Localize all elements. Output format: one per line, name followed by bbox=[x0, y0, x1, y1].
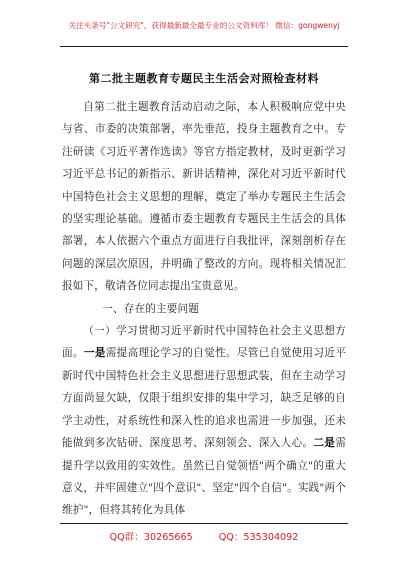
section-heading: 一、存在的主要问题 bbox=[102, 302, 199, 315]
point2-label: 二是 bbox=[313, 437, 336, 450]
footer-qq: QQ：535304092 bbox=[218, 532, 299, 543]
document-title: 第二批主题教育专题民主生活会对照检查材料 bbox=[89, 72, 319, 85]
footer-contact bbox=[0, 529, 408, 543]
header-banner: 关注头条号"公文研究"，获得最新最全最专业的公文资料库！ 微信：gongwenyj bbox=[68, 21, 340, 30]
point2-text: 需提升学以致用的实效性。虽然已自觉领悟"两个确立"的重大意义，并牢固建立"四个意识"、坚定"四个自信"。实践"两个维护"，但将其转化为具体 bbox=[62, 437, 346, 517]
point1-label: 一是 bbox=[83, 347, 106, 360]
subsection-intro: （一）学习贯彻习近平新时代中国特色社会主义思想方面。 bbox=[62, 325, 346, 360]
point1-text: 需提高理论学习的自觉性。尽管已自觉使用习近平新时代中国特色社会主义思想进行思想武装，但在主动学习方面尚显欠缺，仅限于组织安排的集中学习，缺乏足够的自学主动性，对系统性和深入性的追求也需进一步加强，还未能做到多次钻研、深度思考、深刻领会、深入人心。 bbox=[62, 347, 346, 450]
header-divider bbox=[60, 46, 348, 47]
subsection-paragraph bbox=[62, 320, 346, 522]
document-body bbox=[62, 96, 346, 522]
intro-paragraph: 自第二批主题教育活动启动之际，本人积极响应党中央与省、市委的决策部署，率先垂范，投身主题教育之中。专注研读《习近平著作选读》等官方指定教材，及时更新学习习近平总书记的新指示、新讲话精神，深化对习近平新时代中国特色社会主义思想的理解，奠定了举办专题民主生活会的坚实理论基础。遵循市委主题教育专题民主生活会的具体部署，本人依据六个重点方面进行自我批评，深刻剖析存在问题的深层次原因，并明确了整改的方向。现将相关情况汇报如下，敬请各位同志提出宝贵意见。 bbox=[62, 101, 346, 293]
footer-qq-group: QQ群：30265665 bbox=[109, 532, 193, 543]
footer-divider bbox=[60, 523, 348, 524]
